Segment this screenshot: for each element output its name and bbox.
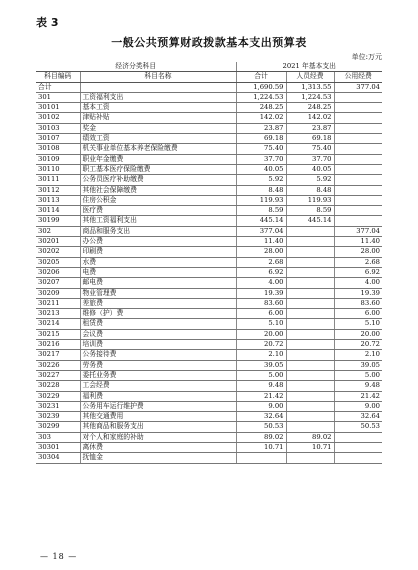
row-name-cell: 工资福利支出	[80, 92, 236, 102]
econ-group-header: 经济分类科目	[36, 62, 236, 72]
row-code-cell: 30112	[36, 185, 80, 195]
table-row	[36, 226, 382, 236]
row-name-cell: 住房公积金	[80, 195, 236, 205]
code-column-header: 科目编码	[36, 72, 80, 82]
row-code-cell: 30215	[36, 329, 80, 339]
row-name-cell: 劳务费	[80, 360, 236, 370]
table-row	[36, 154, 382, 164]
row-total-cell: 6.00	[236, 309, 286, 319]
row-name-cell: 职工基本医疗保险缴费	[80, 164, 236, 174]
row-public-cell	[334, 453, 382, 463]
row-public-cell: 83.60	[334, 298, 382, 308]
row-personnel-cell	[286, 267, 334, 277]
row-public-cell	[334, 206, 382, 216]
row-public-cell: 50.53	[334, 422, 382, 432]
row-code-cell: 30108	[36, 144, 80, 154]
row-name-cell: 邮电费	[80, 278, 236, 288]
row-public-cell	[334, 154, 382, 164]
table-row	[36, 216, 382, 226]
row-name-cell: 基本工资	[80, 103, 236, 113]
row-personnel-cell	[286, 360, 334, 370]
row-personnel-cell	[286, 340, 334, 350]
row-code-cell: 30239	[36, 412, 80, 422]
row-name-cell: 对个人和家庭的补助	[80, 432, 236, 442]
row-public-cell	[334, 195, 382, 205]
row-public-cell	[334, 113, 382, 123]
row-code-cell: 30201	[36, 237, 80, 247]
row-code-cell: 30101	[36, 103, 80, 113]
row-code-cell: 30113	[36, 195, 80, 205]
table-row	[36, 175, 382, 185]
row-personnel-cell	[286, 412, 334, 422]
row-name-cell: 办公费	[80, 237, 236, 247]
row-public-cell: 4.00	[334, 278, 382, 288]
row-personnel-cell: 37.70	[286, 154, 334, 164]
row-name-cell: 培训费	[80, 340, 236, 350]
row-public-cell	[334, 185, 382, 195]
row-total-cell: 75.40	[236, 144, 286, 154]
table-row	[36, 206, 382, 216]
row-total-cell: 19.39	[236, 288, 286, 298]
row-name-cell: 绩效工资	[80, 134, 236, 144]
row-name-cell: 奖金	[80, 123, 236, 133]
row-personnel-cell: 89.02	[286, 432, 334, 442]
row-personnel-cell: 8.59	[286, 206, 334, 216]
row-code-cell: 30214	[36, 319, 80, 329]
row-code-cell: 30207	[36, 278, 80, 288]
row-name-cell: 津贴补贴	[80, 113, 236, 123]
row-total-cell: 21.42	[236, 391, 286, 401]
row-total-cell: 445.14	[236, 216, 286, 226]
table-row	[36, 288, 382, 298]
row-name-cell: 工会经费	[80, 381, 236, 391]
row-code-cell: 30217	[36, 350, 80, 360]
row-personnel-cell	[286, 391, 334, 401]
row-personnel-cell	[286, 237, 334, 247]
row-public-cell	[334, 92, 382, 102]
row-total-cell: 39.05	[236, 360, 286, 370]
row-total-cell	[236, 453, 286, 463]
table-row	[36, 422, 382, 432]
table-row	[36, 267, 382, 277]
row-public-cell: 20.72	[334, 340, 382, 350]
row-total-cell: 2.10	[236, 350, 286, 360]
row-total-cell: 8.59	[236, 206, 286, 216]
row-public-cell: 5.10	[334, 319, 382, 329]
row-public-cell	[334, 103, 382, 113]
table-row	[36, 442, 382, 452]
row-personnel-cell	[286, 381, 334, 391]
row-public-cell	[334, 123, 382, 133]
row-name-cell: 商品和服务支出	[80, 226, 236, 236]
table-row	[36, 453, 382, 463]
row-personnel-cell: 445.14	[286, 216, 334, 226]
row-code-cell: 30231	[36, 401, 80, 411]
row-total-cell: 32.64	[236, 412, 286, 422]
row-code-cell: 30301	[36, 442, 80, 452]
table-row	[36, 123, 382, 133]
row-total-cell: 9.48	[236, 381, 286, 391]
row-public-cell	[334, 442, 382, 452]
row-code-cell: 合计	[36, 82, 80, 92]
table-row	[36, 329, 382, 339]
row-personnel-cell: 69.18	[286, 134, 334, 144]
table-row	[36, 195, 382, 205]
table-row	[36, 247, 382, 257]
row-name-cell: 医疗费	[80, 206, 236, 216]
row-total-cell: 248.25	[236, 103, 286, 113]
row-personnel-cell	[286, 453, 334, 463]
row-total-cell: 8.48	[236, 185, 286, 195]
row-name-cell: 委托业务费	[80, 370, 236, 380]
row-code-cell: 30213	[36, 309, 80, 319]
row-code-cell: 30227	[36, 370, 80, 380]
row-code-cell: 30111	[36, 175, 80, 185]
unit-label: 单位:万元	[351, 53, 382, 61]
row-total-cell: 10.71	[236, 442, 286, 452]
row-personnel-cell: 5.92	[286, 175, 334, 185]
row-total-cell: 5.00	[236, 370, 286, 380]
row-code-cell: 30209	[36, 288, 80, 298]
row-code-cell: 30304	[36, 453, 80, 463]
row-name-cell: 会议费	[80, 329, 236, 339]
row-total-cell: 1,224.53	[236, 92, 286, 102]
row-total-cell: 2.68	[236, 257, 286, 267]
row-personnel-cell	[286, 350, 334, 360]
row-name-cell: 电费	[80, 267, 236, 277]
row-personnel-cell: 119.93	[286, 195, 334, 205]
row-code-cell: 30228	[36, 381, 80, 391]
row-code-cell: 30199	[36, 216, 80, 226]
row-public-cell: 21.42	[334, 391, 382, 401]
row-personnel-cell	[286, 298, 334, 308]
row-name-cell: 其他工资福利支出	[80, 216, 236, 226]
row-personnel-cell	[286, 370, 334, 380]
row-name-cell: 水费	[80, 257, 236, 267]
row-personnel-cell	[286, 278, 334, 288]
table-body	[36, 82, 382, 463]
table-label: 表 3	[36, 16, 59, 29]
row-code-cell: 30109	[36, 154, 80, 164]
row-public-cell	[334, 175, 382, 185]
row-public-cell: 9.48	[334, 381, 382, 391]
row-total-cell: 4.00	[236, 278, 286, 288]
row-total-cell: 37.70	[236, 154, 286, 164]
table-row	[36, 237, 382, 247]
row-total-cell: 5.10	[236, 319, 286, 329]
table-row	[36, 340, 382, 350]
table-row	[36, 391, 382, 401]
row-total-cell: 28.00	[236, 247, 286, 257]
row-code-cell: 30103	[36, 123, 80, 133]
row-public-cell	[334, 134, 382, 144]
row-public-cell: 9.00	[334, 401, 382, 411]
row-total-cell: 6.92	[236, 267, 286, 277]
row-name-cell: 抚恤金	[80, 453, 236, 463]
row-name-cell: 机关事业单位基本养老保险缴费	[80, 144, 236, 154]
table-row	[36, 134, 382, 144]
row-name-cell: 维修（护）费	[80, 309, 236, 319]
table-row	[36, 350, 382, 360]
row-public-cell: 2.10	[334, 350, 382, 360]
table-row	[36, 113, 382, 123]
header-row-bottom	[36, 72, 382, 82]
row-personnel-cell	[286, 319, 334, 329]
row-public-cell: 377.04	[334, 82, 382, 92]
row-name-cell: 印刷费	[80, 247, 236, 257]
row-name-cell: 其他交通费用	[80, 412, 236, 422]
row-public-cell	[334, 432, 382, 442]
row-total-cell: 23.87	[236, 123, 286, 133]
table-row	[36, 309, 382, 319]
row-personnel-cell	[286, 329, 334, 339]
row-code-cell: 303	[36, 432, 80, 442]
row-total-cell: 5.92	[236, 175, 286, 185]
row-code-cell: 30206	[36, 267, 80, 277]
row-total-cell: 1,690.59	[236, 82, 286, 92]
row-personnel-cell	[286, 422, 334, 432]
table-row	[36, 319, 382, 329]
row-code-cell: 30107	[36, 134, 80, 144]
row-personnel-cell	[286, 401, 334, 411]
row-total-cell: 11.40	[236, 237, 286, 247]
document-title: 一般公共预算财政拨款基本支出预算表	[111, 36, 307, 49]
table-header	[36, 62, 382, 82]
row-public-cell	[334, 216, 382, 226]
row-total-cell: 40.05	[236, 164, 286, 174]
row-name-cell: 租赁费	[80, 319, 236, 329]
row-name-cell: 公务接待费	[80, 350, 236, 360]
row-total-cell: 377.04	[236, 226, 286, 236]
row-total-cell: 9.00	[236, 401, 286, 411]
table-row	[36, 92, 382, 102]
page-number: — 18 —	[40, 552, 78, 561]
row-public-cell	[334, 144, 382, 154]
table-row	[36, 432, 382, 442]
row-personnel-cell: 23.87	[286, 123, 334, 133]
row-total-cell: 50.53	[236, 422, 286, 432]
row-code-cell: 301	[36, 92, 80, 102]
row-name-cell: 职业年金缴费	[80, 154, 236, 164]
row-personnel-cell: 142.02	[286, 113, 334, 123]
row-total-cell: 89.02	[236, 432, 286, 442]
table-row	[36, 412, 382, 422]
row-name-cell	[80, 82, 236, 92]
table-row	[36, 401, 382, 411]
table-row	[36, 82, 382, 92]
table-row	[36, 103, 382, 113]
total-column-header: 合计	[236, 72, 286, 82]
row-personnel-cell: 248.25	[286, 103, 334, 113]
row-name-cell: 物业管理费	[80, 288, 236, 298]
row-name-cell: 其他社会保障缴费	[80, 185, 236, 195]
public-column-header: 公用经费	[334, 72, 382, 82]
row-total-cell: 20.72	[236, 340, 286, 350]
row-name-cell: 福利费	[80, 391, 236, 401]
row-personnel-cell: 8.48	[286, 185, 334, 195]
row-name-cell: 离休费	[80, 442, 236, 452]
year-group-header: 2021 年基本支出	[236, 62, 382, 72]
row-public-cell: 2.68	[334, 257, 382, 267]
table-row	[36, 257, 382, 267]
row-total-cell: 142.02	[236, 113, 286, 123]
table-row	[36, 360, 382, 370]
row-personnel-cell	[286, 309, 334, 319]
row-code-cell: 302	[36, 226, 80, 236]
table-row	[36, 370, 382, 380]
row-total-cell: 20.00	[236, 329, 286, 339]
table-row	[36, 381, 382, 391]
table-row	[36, 164, 382, 174]
row-code-cell: 30205	[36, 257, 80, 267]
row-public-cell: 39.05	[334, 360, 382, 370]
row-public-cell	[334, 164, 382, 174]
row-personnel-cell	[286, 247, 334, 257]
row-personnel-cell: 40.05	[286, 164, 334, 174]
row-public-cell: 6.00	[334, 309, 382, 319]
name-column-header: 科目名称	[80, 72, 236, 82]
row-public-cell: 20.00	[334, 329, 382, 339]
row-public-cell: 6.92	[334, 267, 382, 277]
table-row	[36, 278, 382, 288]
row-code-cell: 30102	[36, 113, 80, 123]
table-row	[36, 185, 382, 195]
row-name-cell: 其他商品和服务支出	[80, 422, 236, 432]
row-code-cell: 30229	[36, 391, 80, 401]
row-public-cell: 32.64	[334, 412, 382, 422]
row-personnel-cell	[286, 288, 334, 298]
row-personnel-cell	[286, 257, 334, 267]
row-code-cell: 30211	[36, 298, 80, 308]
row-name-cell: 差旅费	[80, 298, 236, 308]
row-total-cell: 83.60	[236, 298, 286, 308]
table-row	[36, 298, 382, 308]
table-row	[36, 144, 382, 154]
row-public-cell: 5.00	[334, 370, 382, 380]
row-personnel-cell: 1,224.53	[286, 92, 334, 102]
row-code-cell: 30226	[36, 360, 80, 370]
header-row-top	[36, 62, 382, 72]
row-code-cell: 30299	[36, 422, 80, 432]
row-name-cell: 公务用车运行维护费	[80, 401, 236, 411]
row-personnel-cell: 75.40	[286, 144, 334, 154]
row-personnel-cell: 1,313.55	[286, 82, 334, 92]
row-code-cell: 30110	[36, 164, 80, 174]
row-total-cell: 119.93	[236, 195, 286, 205]
personnel-column-header: 人员经费	[286, 72, 334, 82]
row-personnel-cell: 10.71	[286, 442, 334, 452]
row-code-cell: 30114	[36, 206, 80, 216]
budget-table	[36, 62, 382, 464]
row-public-cell: 19.39	[334, 288, 382, 298]
row-public-cell: 28.00	[334, 247, 382, 257]
row-public-cell: 11.40	[334, 237, 382, 247]
row-public-cell: 377.04	[334, 226, 382, 236]
row-code-cell: 30216	[36, 340, 80, 350]
row-personnel-cell	[286, 226, 334, 236]
row-code-cell: 30202	[36, 247, 80, 257]
row-total-cell: 69.18	[236, 134, 286, 144]
row-name-cell: 公务员医疗补助缴费	[80, 175, 236, 185]
